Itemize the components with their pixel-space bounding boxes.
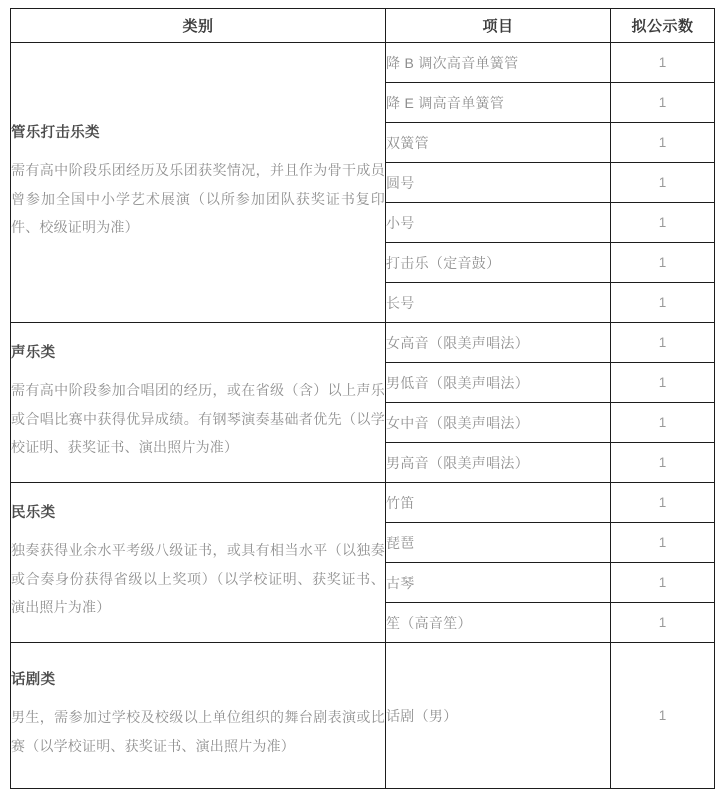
table-header-row bbox=[11, 9, 715, 43]
category-cell-folk bbox=[11, 483, 386, 643]
item-name: 女高音（限美声唱法） bbox=[386, 323, 611, 363]
item-count: 1 bbox=[611, 43, 715, 83]
item-count: 1 bbox=[611, 283, 715, 323]
item-name: 男高音（限美声唱法） bbox=[386, 443, 611, 483]
item-name: 男低音（限美声唱法） bbox=[386, 363, 611, 403]
item-count: 1 bbox=[611, 403, 715, 443]
item-count: 1 bbox=[611, 363, 715, 403]
item-name: 圆号 bbox=[386, 163, 611, 203]
item-count: 1 bbox=[611, 483, 715, 523]
item-name: 打击乐（定音鼓） bbox=[386, 243, 611, 283]
item-count: 1 bbox=[611, 123, 715, 163]
table-row bbox=[11, 43, 715, 83]
category-cell-wind-percussion bbox=[11, 43, 386, 323]
item-count: 1 bbox=[611, 203, 715, 243]
item-count: 1 bbox=[611, 323, 715, 363]
category-description: 男生，需参加过学校及校级以上单位组织的舞台剧表演或比赛（以学校证明、获奖证书、演出照片为准） bbox=[11, 709, 385, 754]
item-count: 1 bbox=[611, 523, 715, 563]
table-row bbox=[11, 643, 715, 789]
table-row bbox=[11, 323, 715, 363]
table-row bbox=[11, 483, 715, 523]
item-name: 女中音（限美声唱法） bbox=[386, 403, 611, 443]
item-count: 1 bbox=[611, 643, 715, 789]
category-title: 管乐打击乐类 bbox=[11, 125, 100, 142]
item-name: 琵琶 bbox=[386, 523, 611, 563]
item-name: 小号 bbox=[386, 203, 611, 243]
category-description: 独奏获得业余水平考级八级证书，或具有相当水平（以独奏或合奏身份获得省级以上奖项）（以学校证明、获奖证书、演出照片为准） bbox=[11, 541, 385, 616]
item-name: 双簧管 bbox=[386, 123, 611, 163]
category-title: 声乐类 bbox=[11, 345, 56, 362]
item-count: 1 bbox=[611, 563, 715, 603]
category-description: 需有高中阶段参加合唱团的经历，或在省级（含）以上声乐或合唱比赛中获得优异成绩。有钢琴演奏基础者优先（以学校证明、获奖证书、演出照片为准） bbox=[11, 381, 385, 456]
table-body bbox=[11, 43, 715, 789]
column-header-item: 项目 bbox=[386, 9, 611, 43]
category-cell-vocal bbox=[11, 323, 386, 483]
item-count: 1 bbox=[611, 83, 715, 123]
category-cell-drama bbox=[11, 643, 386, 789]
item-name: 降 E 调高音单簧管 bbox=[386, 83, 611, 123]
item-name: 降 B 调次高音单簧管 bbox=[386, 43, 611, 83]
table-header bbox=[11, 9, 715, 43]
item-count: 1 bbox=[611, 243, 715, 283]
item-name: 笙（高音笙） bbox=[386, 603, 611, 643]
category-title: 话剧类 bbox=[11, 672, 56, 689]
category-description: 需有高中阶段乐团经历及乐团获奖情况，并且作为骨干成员曾参加全国中小学艺术展演（以所参加团队获奖证书复印件、校级证明为准） bbox=[11, 161, 385, 236]
item-name: 竹笛 bbox=[386, 483, 611, 523]
item-name: 长号 bbox=[386, 283, 611, 323]
item-count: 1 bbox=[611, 603, 715, 643]
item-name: 话剧（男） bbox=[386, 643, 611, 789]
column-header-category: 类别 bbox=[11, 9, 386, 43]
item-count: 1 bbox=[611, 443, 715, 483]
item-count: 1 bbox=[611, 163, 715, 203]
item-name: 古琴 bbox=[386, 563, 611, 603]
column-header-count: 拟公示数 bbox=[611, 9, 715, 43]
art-specialty-quota-table bbox=[10, 8, 715, 789]
category-title: 民乐类 bbox=[11, 505, 56, 522]
